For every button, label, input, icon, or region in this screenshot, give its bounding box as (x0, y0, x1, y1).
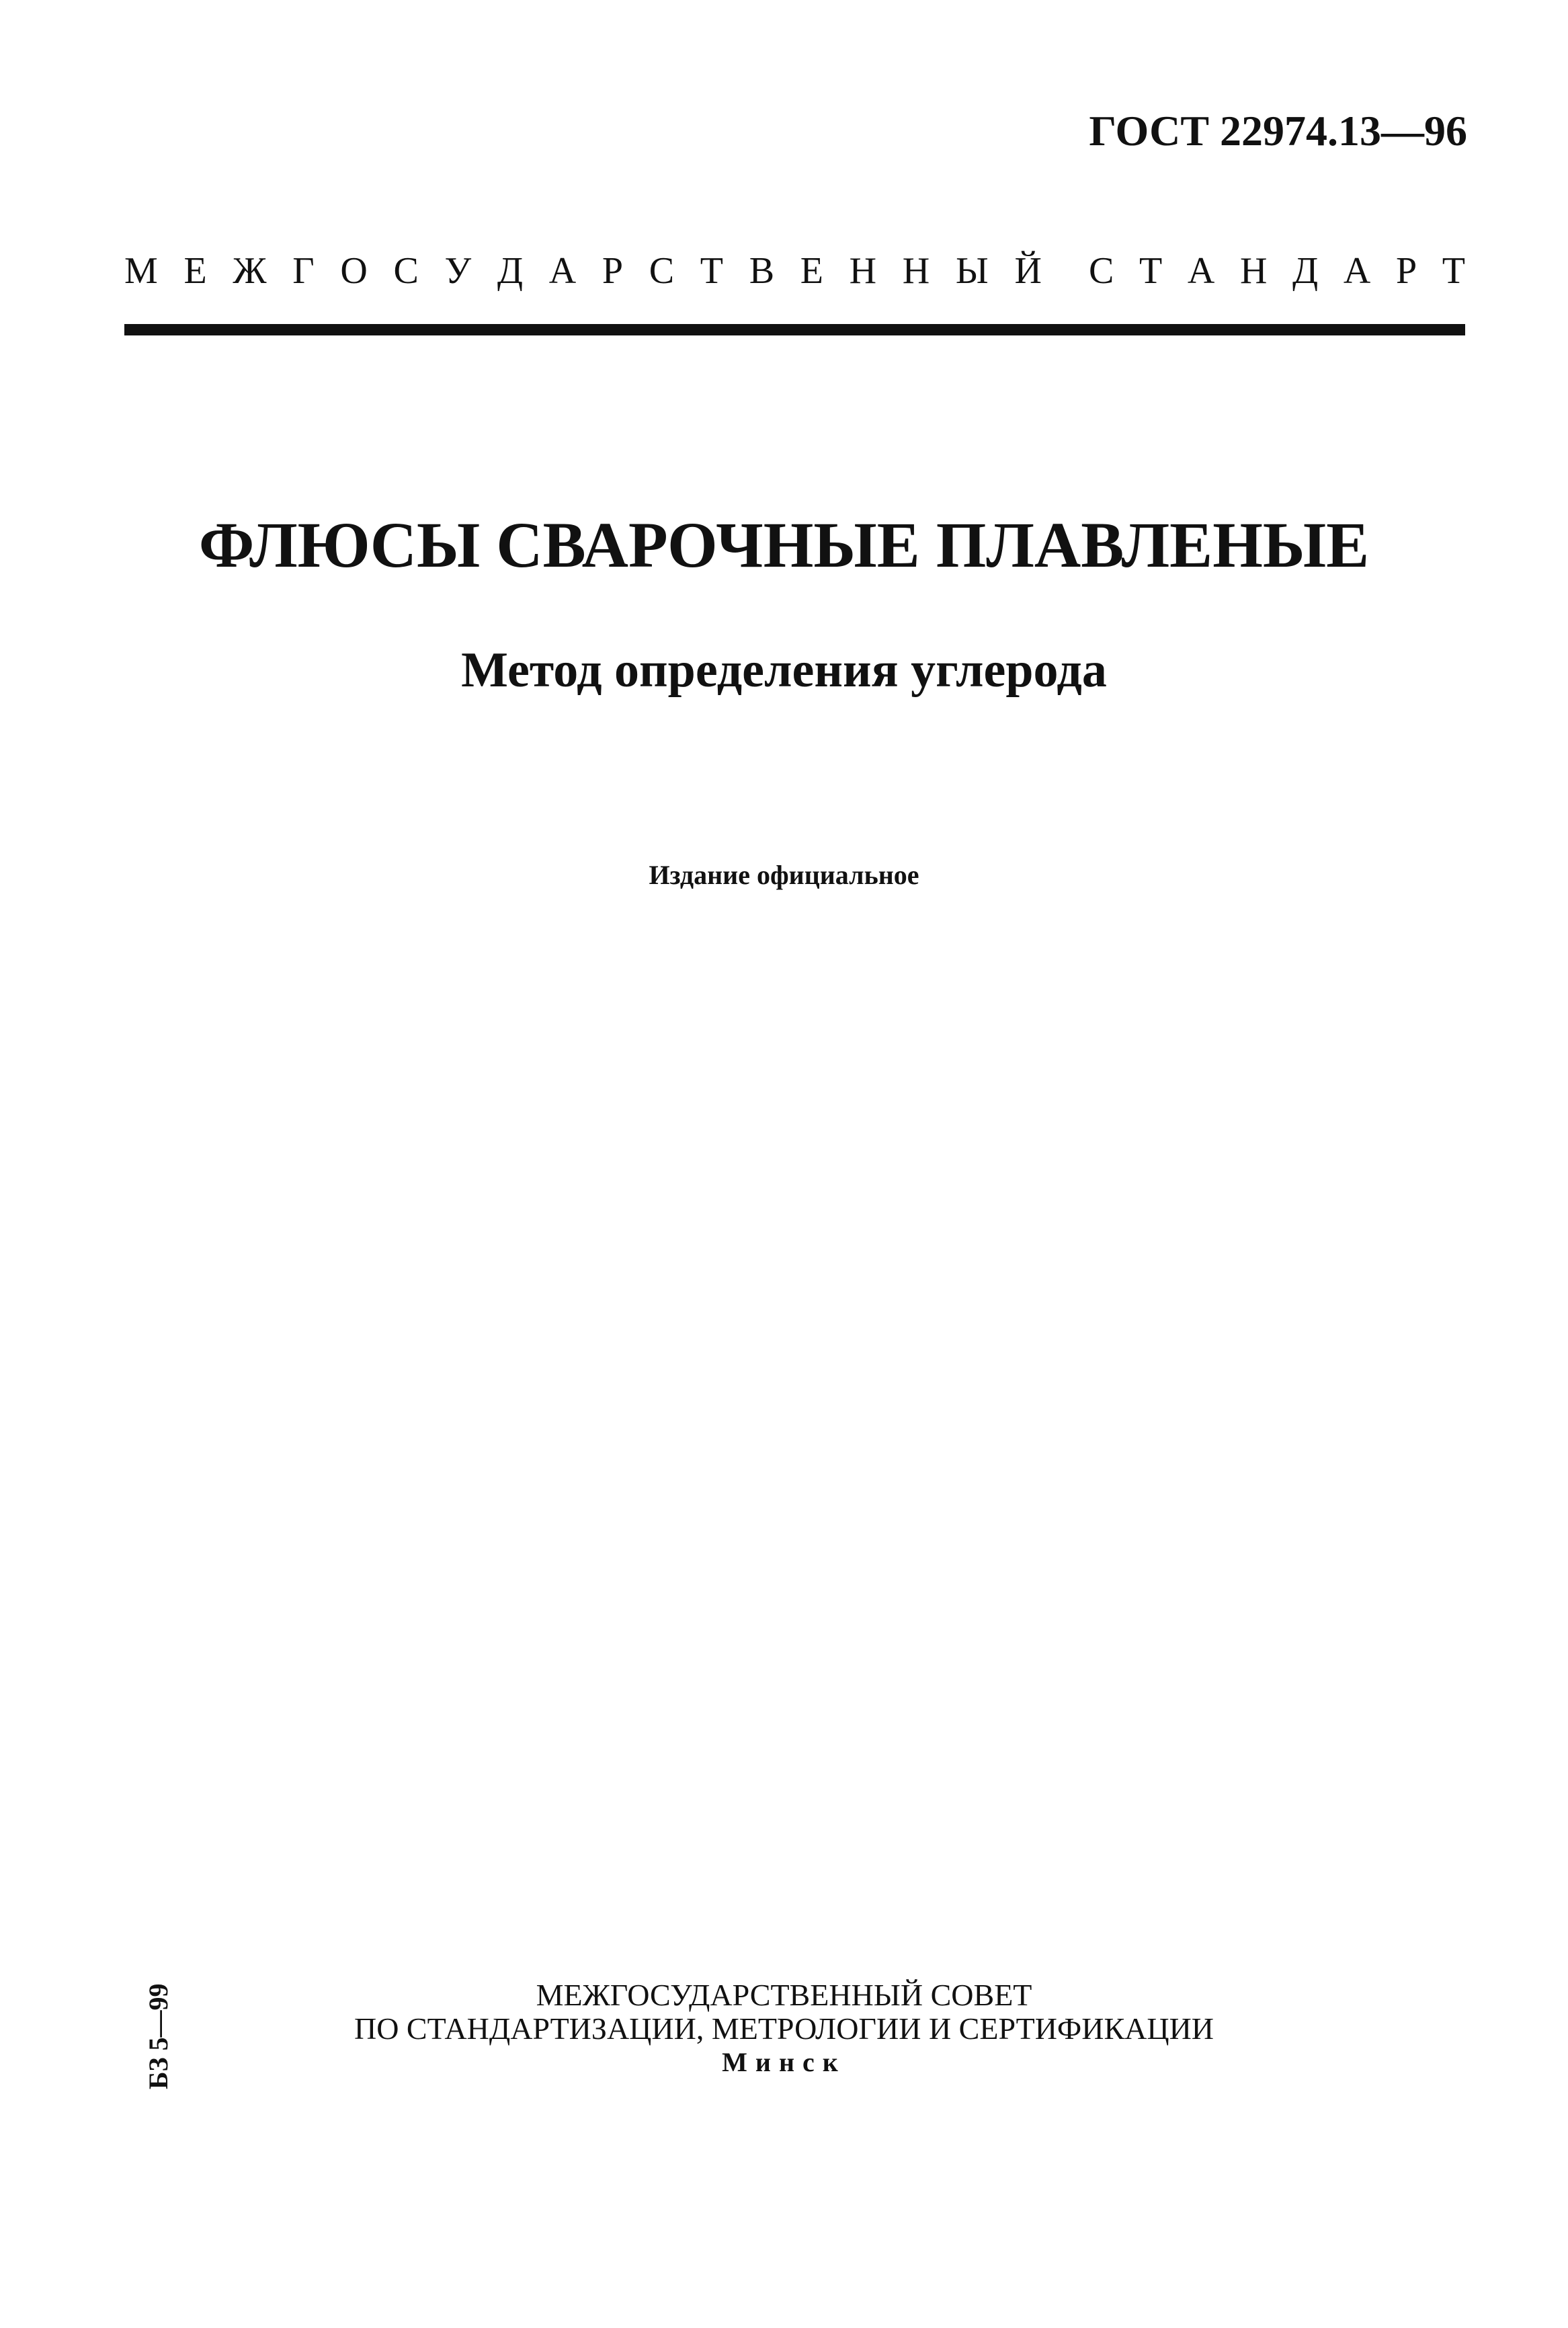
heading-letter: Ы (955, 250, 989, 292)
heading-letter: А (1343, 250, 1371, 292)
standard-word (1089, 247, 1465, 294)
publisher-line-1: МЕЖГОСУДАРСТВЕННЫЙ СОВЕТ (536, 1978, 1032, 2012)
header-band (124, 247, 1465, 335)
heading-letter: Н (849, 250, 877, 292)
heading-letter: Т (700, 250, 723, 292)
publisher-city: Минск (722, 2047, 846, 2077)
publisher-block (0, 1978, 1568, 2079)
heading-letter: М (124, 250, 158, 292)
edition-note: Издание официальное (649, 860, 919, 890)
header-rule (124, 324, 1465, 335)
heading-letter: Т (1139, 250, 1163, 292)
heading-letter: Н (902, 250, 930, 292)
interstate-word (124, 247, 1042, 294)
heading-letter: С (649, 250, 675, 292)
heading-letter: Т (1442, 250, 1465, 292)
heading-letter: Й (1014, 250, 1042, 292)
heading-letter: Е (800, 250, 823, 292)
document-title: ФЛЮСЫ СВАРОЧНЫЕ ПЛАВЛЕНЫЕ (198, 509, 1370, 581)
heading-letter: Ж (233, 250, 267, 292)
heading-letter: В (749, 250, 775, 292)
gost-number: ГОСТ 22974.13—96 (1089, 107, 1467, 155)
document-subtitle: Метод определения углерода (461, 643, 1107, 698)
heading-letter: С (1089, 250, 1114, 292)
heading-letter: Р (1395, 250, 1417, 292)
heading-letter: Д (497, 250, 524, 292)
heading-letter: Н (1239, 250, 1268, 292)
interstate-standard-heading (124, 247, 1465, 294)
publisher-line-2: ПО СТАНДАРТИЗАЦИИ, МЕТРОЛОГИИ И СЕРТИФИКАЦИИ (354, 2011, 1214, 2046)
side-code: БЗ 5—99 (143, 1983, 173, 2089)
heading-letter: Р (602, 250, 624, 292)
heading-letter: А (1187, 250, 1215, 292)
heading-letter: А (548, 250, 577, 292)
heading-letter: Г (292, 250, 315, 292)
heading-letter: У (444, 250, 472, 292)
heading-letter: С (393, 250, 419, 292)
heading-letter: Д (1292, 250, 1319, 292)
heading-letter: Е (183, 250, 207, 292)
heading-letter: О (340, 250, 368, 292)
